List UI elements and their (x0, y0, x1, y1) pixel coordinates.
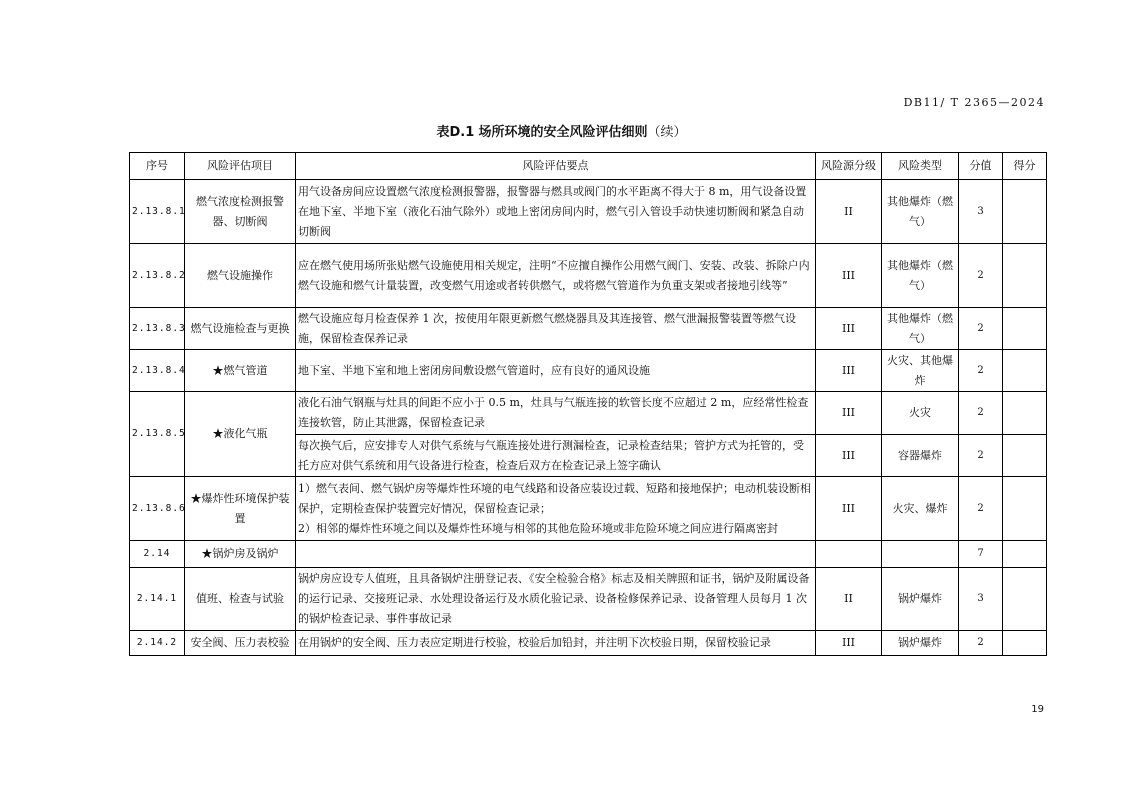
row-point: 地下室、半地下室和地上密闭房间敷设燃气管道时，应有良好的通风设施 (296, 350, 816, 392)
row-level: III (816, 392, 882, 435)
row-level: III (816, 435, 882, 477)
row-number: 2.14.1 (130, 568, 185, 631)
row-type: 其他爆炸（燃气） (882, 308, 959, 350)
table-title (0, 121, 1123, 140)
page-number: 19 (1031, 704, 1044, 715)
row-point: 燃气设施应每月检查保养 1 次，按使用年限更新燃气燃烧器具及其连接管、燃气泄漏报警装置等燃气设施，保留检查保养记录 (296, 308, 816, 350)
row-type (882, 541, 959, 568)
row-type: 锅炉爆炸 (882, 631, 959, 656)
table-row (130, 350, 1047, 392)
row-number: 2.14.2 (130, 631, 185, 656)
row-level: II (816, 568, 882, 631)
row-got (1003, 631, 1047, 656)
row-number: 2.13.8.1 (130, 180, 185, 244)
row-type: 锅炉爆炸 (882, 568, 959, 631)
row-score: 2 (959, 350, 1003, 392)
col-header-level: 风险源分级 (816, 153, 882, 180)
row-number: 2.13.8.5 (130, 392, 185, 477)
row-score: 3 (959, 568, 1003, 631)
table-title-prefix: 表D.1 (436, 125, 475, 140)
col-header-score: 分值 (959, 153, 1003, 180)
table-row (130, 631, 1047, 656)
row-point-line-2: 2）相邻的爆炸性环境之间以及爆炸性环境与相邻的其他危险环境或非危险环境之间应进行隔离密封 (298, 521, 778, 535)
table-row (130, 541, 1047, 568)
row-type: 其他爆炸（燃气） (882, 180, 959, 244)
row-level: III (816, 631, 882, 656)
row-score: 3 (959, 180, 1003, 244)
table-row (130, 392, 1047, 435)
row-score: 2 (959, 308, 1003, 350)
row-point: 在用锅炉的安全阀、压力表应定期进行校验，校验后加铅封，并注明下次校验日期，保留校验记录 (296, 631, 816, 656)
row-point: 液化石油气钢瓶与灶具的间距不应小于 0.5 m，灶具与气瓶连接的软管长度不应超过 2 m，应经常性检查连接软管，防止其泄露，保留检查记录 (296, 392, 816, 435)
row-point: 应在燃气使用场所张贴燃气设施使用相关规定，注明“不应擅自操作公用燃气阀门、安装、改装、拆除户内燃气设施和燃气计量装置，改变燃气用途或者转供燃气，或将燃气管道作为负重支架或者接地引线等” (296, 244, 816, 308)
row-score: 2 (959, 477, 1003, 541)
row-point (296, 541, 816, 568)
col-header-type: 风险类型 (882, 153, 959, 180)
row-number: 2.14 (130, 541, 185, 568)
row-score: 2 (959, 244, 1003, 308)
row-type: 火灾 (882, 392, 959, 435)
row-got (1003, 435, 1047, 477)
row-got (1003, 568, 1047, 631)
risk-assessment-table (129, 152, 1047, 656)
row-got (1003, 180, 1047, 244)
row-item: 燃气设施检查与更换 (185, 308, 296, 350)
row-level: III (816, 477, 882, 541)
row-score: 7 (959, 541, 1003, 568)
row-item: 燃气设施操作 (185, 244, 296, 308)
row-number: 2.13.8.3 (130, 308, 185, 350)
col-header-item: 风险评估项目 (185, 153, 296, 180)
table-row (130, 477, 1047, 541)
table-row (130, 568, 1047, 631)
row-item: ★燃气管道 (185, 350, 296, 392)
row-item: ★锅炉房及锅炉 (185, 541, 296, 568)
row-item: ★爆炸性环境保护装置 (185, 477, 296, 541)
row-level (816, 541, 882, 568)
row-point: 每次换气后，应安排专人对供气系统与气瓶连接处进行测漏检查，记录检查结果；管护方式为托管的，受托方应对供气系统和用气设备进行检查，检查后双方在检查记录上签字确认 (296, 435, 816, 477)
row-got (1003, 350, 1047, 392)
row-got (1003, 392, 1047, 435)
row-got (1003, 244, 1047, 308)
row-type: 火灾、爆炸 (882, 477, 959, 541)
row-type: 其他爆炸（燃气） (882, 244, 959, 308)
table-header-row (130, 153, 1047, 180)
table-row (130, 308, 1047, 350)
table-title-suffix: （续） (647, 125, 687, 140)
col-header-no: 序号 (130, 153, 185, 180)
table-row (130, 244, 1047, 308)
row-item: 燃气浓度检测报警器、切断阀 (185, 180, 296, 244)
row-type: 容器爆炸 (882, 435, 959, 477)
row-point: 锅炉房应设专人值班，且具备锅炉注册登记表、《安全检验合格》标志及相关牌照和证书，锅炉及附属设备的运行记录、交接班记录、水处理设备运行及水质化验记录、设备检修保养记录、设备管理人员每月 1 次的锅炉检查记录、事件事故记录 (296, 568, 816, 631)
row-number: 2.13.8.2 (130, 244, 185, 308)
row-got (1003, 541, 1047, 568)
col-header-point: 风险评估要点 (296, 153, 816, 180)
row-score: 2 (959, 392, 1003, 435)
row-item: ★液化气瓶 (185, 392, 296, 477)
row-point (296, 477, 816, 541)
row-point: 用气设备房间应设置燃气浓度检测报警器，报警器与燃具或阀门的水平距离不得大于 8 m，用气设备设置在地下室、半地下室（液化石油气除外）或地上密闭房间内时，燃气引入管设手动快速切断阀和紧急自动切断阀 (296, 180, 816, 244)
row-item: 值班、检查与试验 (185, 568, 296, 631)
row-number: 2.13.8.4 (130, 350, 185, 392)
row-item: 安全阀、压力表校验 (185, 631, 296, 656)
row-level: III (816, 350, 882, 392)
row-score: 2 (959, 435, 1003, 477)
row-score: 2 (959, 631, 1003, 656)
table-row (130, 180, 1047, 244)
col-header-got: 得分 (1003, 153, 1047, 180)
row-number: 2.13.8.6 (130, 477, 185, 541)
table-title-main: 场所环境的安全风险评估细则 (478, 125, 648, 140)
row-got (1003, 308, 1047, 350)
row-level: III (816, 244, 882, 308)
row-point-line-1: 1）燃气表间、燃气锅炉房等爆炸性环境的电气线路和设备应装设过载、短路和接地保护；电动机装设断相保护，定期检查保护装置完好情况，保留检查记录； (298, 481, 811, 515)
row-level: III (816, 308, 882, 350)
row-type: 火灾、其他爆炸 (882, 350, 959, 392)
row-level: II (816, 180, 882, 244)
document-code: DB11/ T 2365—2024 (903, 96, 1045, 109)
row-got (1003, 477, 1047, 541)
